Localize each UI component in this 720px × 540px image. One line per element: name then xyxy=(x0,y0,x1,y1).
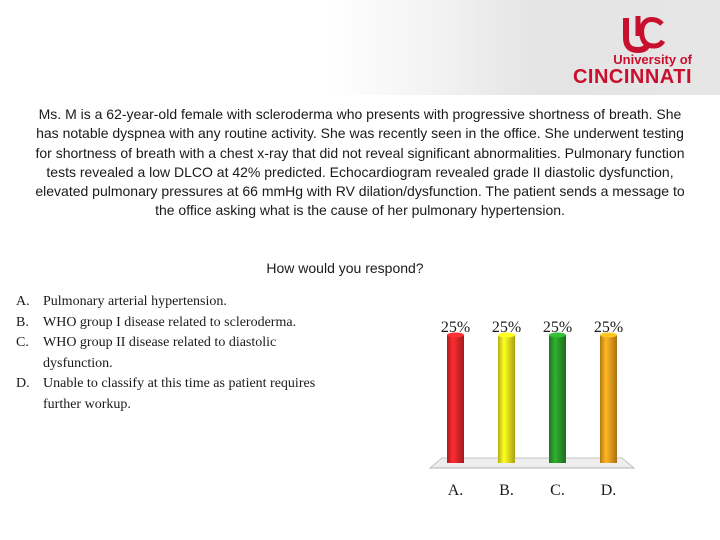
bar-b xyxy=(498,335,515,463)
value-label-c: 25% xyxy=(542,319,573,336)
category-label-c: C. xyxy=(550,482,565,499)
logo-cincinnati-text: CINCINNATI xyxy=(572,66,692,88)
question-prompt: How would you respond? xyxy=(266,260,424,276)
answer-letter: A. xyxy=(16,294,30,309)
category-label-a: A. xyxy=(447,482,464,499)
bar-c xyxy=(549,335,566,463)
answer-text: WHO group I disease related to scleroderma. xyxy=(43,314,297,330)
category-label-b: B. xyxy=(499,482,514,499)
chart-bars xyxy=(447,333,617,464)
logo-university-text: University of xyxy=(613,52,692,67)
bar-d xyxy=(600,335,617,463)
value-label-a: 25% xyxy=(440,319,471,336)
answer-letter: C. xyxy=(16,335,29,350)
value-label-d: 25% xyxy=(593,319,624,336)
answer-text: Pulmonary arterial hypertension. xyxy=(43,294,227,309)
value-label-b: 25% xyxy=(491,319,522,336)
case-description: Ms. M is a 62-year-old female with scleroderma who presents with progressive shortness of breath. She has notable dyspnea with any routine activity. She was recently seen in the office. She underwent testing for shortness of breath with a chest x-ray that did not reveal significant abnormalities. Pulmonary function tests revealed a low DLCO at 42% predicted. Echocardiogram revealed grade II diastolic dysfunction, elevated pulmonary pressures at 66 mmHg with RV dilation/dysfunction. The patient sends a message to the office asking what is the cause of her pulmonary hypertension. xyxy=(35,106,685,219)
answer-letter: B. xyxy=(16,314,29,330)
answer-letter: D. xyxy=(16,376,30,391)
answer-text: Unable to classify at this time as patient requires further workup. xyxy=(43,376,316,412)
category-label-d: D. xyxy=(600,482,617,499)
answer-text: WHO group II disease related to diastolic dysfunction. xyxy=(43,335,277,371)
bar-a xyxy=(447,335,464,463)
chart-value-labels xyxy=(441,319,623,336)
chart-category-labels xyxy=(448,482,617,499)
